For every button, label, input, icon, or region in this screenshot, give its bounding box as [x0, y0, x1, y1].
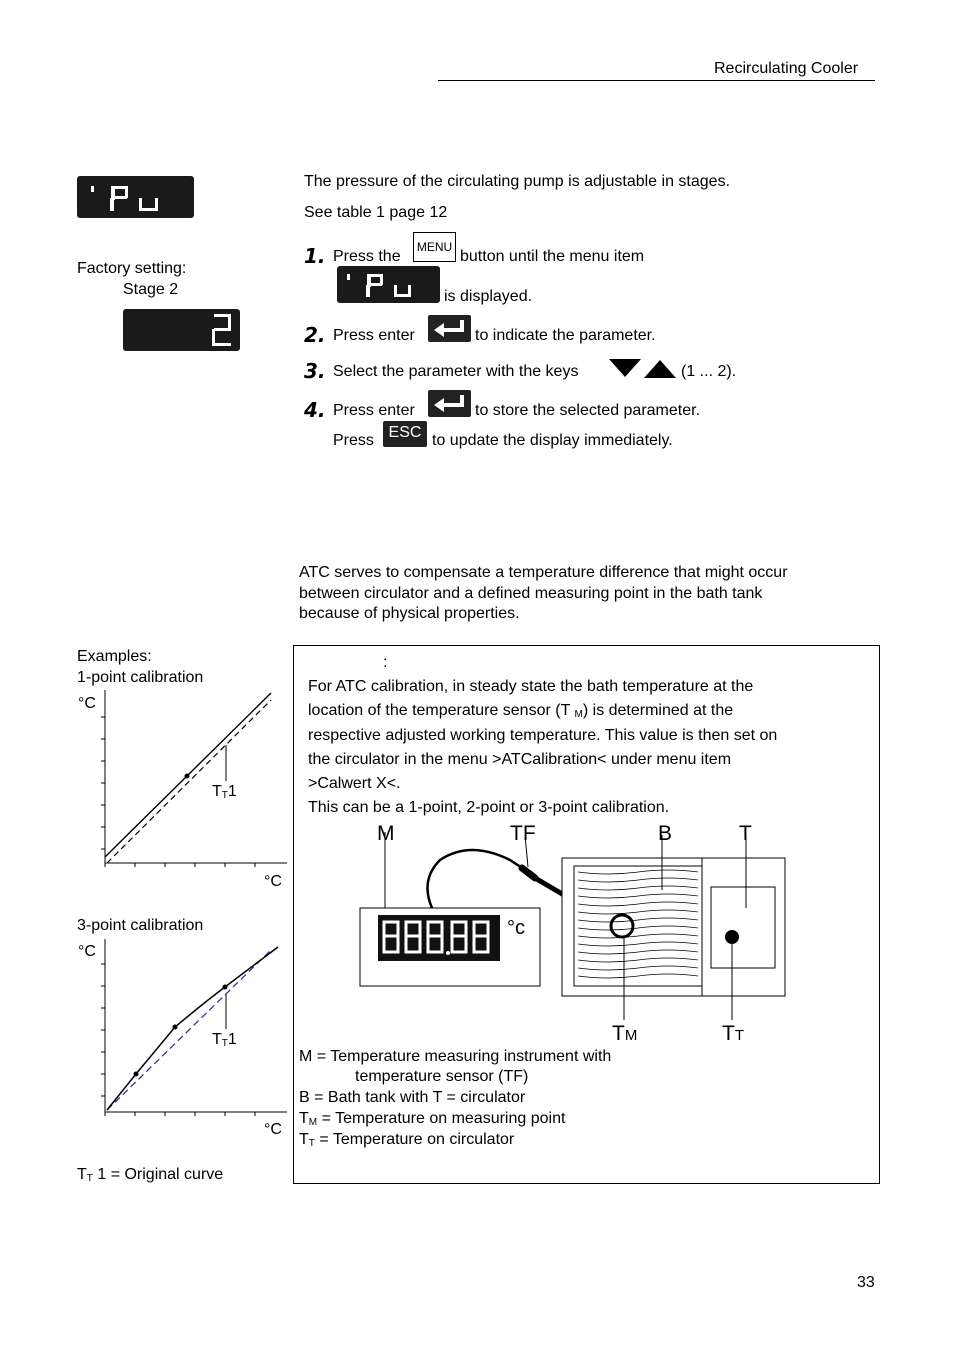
examples-label: Examples:	[77, 648, 152, 665]
step-4-number: 4.	[304, 398, 326, 422]
factory-setting-label: Factory setting:	[77, 260, 187, 277]
lcd-display-pu	[77, 176, 194, 218]
chart1-label: 1-point calibration	[77, 669, 204, 686]
diagram-label-M: M	[377, 822, 395, 845]
step-4-text-a: Press enter	[333, 402, 415, 419]
arrow-up-icon	[644, 359, 676, 379]
box-line-4: the circulator in the menu >ATCalibration< under menu item	[308, 751, 732, 768]
chart1-y-unit: °C	[78, 695, 96, 712]
pump-intro-line1: The pressure of the circulating pump is adjustable in stages.	[304, 173, 731, 190]
diagram-unit-c: °c	[507, 917, 525, 939]
diagram-label-TM: TM	[612, 1022, 638, 1045]
enter-key-icon-2	[428, 390, 471, 417]
step-1-text-a: Press the	[333, 248, 401, 265]
step-1-text-b: button until the menu item	[460, 248, 645, 265]
step-1-number: 1.	[304, 244, 326, 268]
box-line-3: respective adjusted working temperature. This value is then set on	[308, 727, 778, 744]
legend-line-3: B = Bath tank with T = circulator	[299, 1089, 526, 1106]
diagram-label-TT: TT	[722, 1022, 744, 1045]
chart1-curve-label: $T_T1$	[212, 783, 237, 801]
arrow-down-icon	[609, 359, 641, 379]
factory-setting-value: Stage 2	[123, 281, 179, 298]
step-4-text-b: to store the selected parameter.	[475, 402, 701, 419]
step-3-text-a: Select the parameter with the keys	[333, 363, 579, 380]
step-3-number: 3.	[304, 359, 326, 383]
legend-line-4: $T_M$ = Temperature on measuring point	[299, 1110, 566, 1128]
legend-line-5: $T_T$ = Temperature on circulator	[299, 1131, 515, 1149]
header-title: Recirculating Cooler	[714, 60, 859, 77]
legend-line-1: M = Temperature measuring instrument with	[299, 1048, 612, 1065]
curve-legend: $T_T$ 1 = Original curve	[77, 1166, 224, 1184]
box-line-5: >Calwert X<.	[308, 775, 401, 792]
step-3-text-b: (1 ... 2).	[681, 363, 737, 380]
atc-intro-line3: because of physical properties.	[299, 605, 520, 622]
header-rule	[438, 80, 875, 81]
legend-line-2: temperature sensor (TF)	[355, 1068, 529, 1085]
chart2-y-unit: °C	[78, 943, 96, 960]
diagram-label-TF: TF	[510, 822, 536, 845]
diagram-label-T: T	[739, 822, 752, 845]
menu-key-icon: MENU	[413, 232, 456, 262]
step-1-text-c: is displayed.	[444, 288, 533, 305]
step-2-number: 2.	[304, 323, 326, 347]
enter-key-icon	[428, 315, 471, 342]
step-4-text-c: Press	[333, 432, 374, 449]
step-2-text-a: Press enter	[333, 327, 415, 344]
atc-intro-line1: ATC serves to compensate a temperature difference that might occur	[299, 564, 788, 581]
pump-intro-line2: See table 1 page 12	[304, 204, 448, 221]
box-line-1: For ATC calibration, in steady state the bath temperature at the	[308, 678, 754, 695]
chart1-plot	[95, 685, 290, 870]
box-line-6: This can be a 1-point, 2-point or 3-point calibration.	[308, 799, 670, 816]
chart2-curve-label: $T_T1$	[212, 1031, 237, 1049]
chart2-label: 3-point calibration	[77, 917, 204, 934]
step-2-text-b: to indicate the parameter.	[475, 327, 656, 344]
box-line-2: location of the temperature sensor (T $_M$) is determined at the	[308, 702, 734, 720]
esc-key-icon: ESC	[383, 421, 427, 447]
step-4-text-d: to update the display immediately.	[432, 432, 673, 449]
atc-setup-diagram	[350, 820, 800, 1050]
chart2-plot	[95, 934, 290, 1119]
chart2-x-unit: °C	[264, 1121, 282, 1138]
page-number: 33	[857, 1274, 875, 1291]
lcd-display-stage	[123, 309, 240, 351]
lcd-display-pu-inline	[337, 266, 440, 303]
atc-intro-line2: between circulator and a defined measuring point in the bath tank	[299, 585, 763, 602]
box-colon: :	[383, 654, 388, 671]
chart1-x-unit: °C	[264, 873, 282, 890]
diagram-label-B: B	[658, 822, 673, 845]
